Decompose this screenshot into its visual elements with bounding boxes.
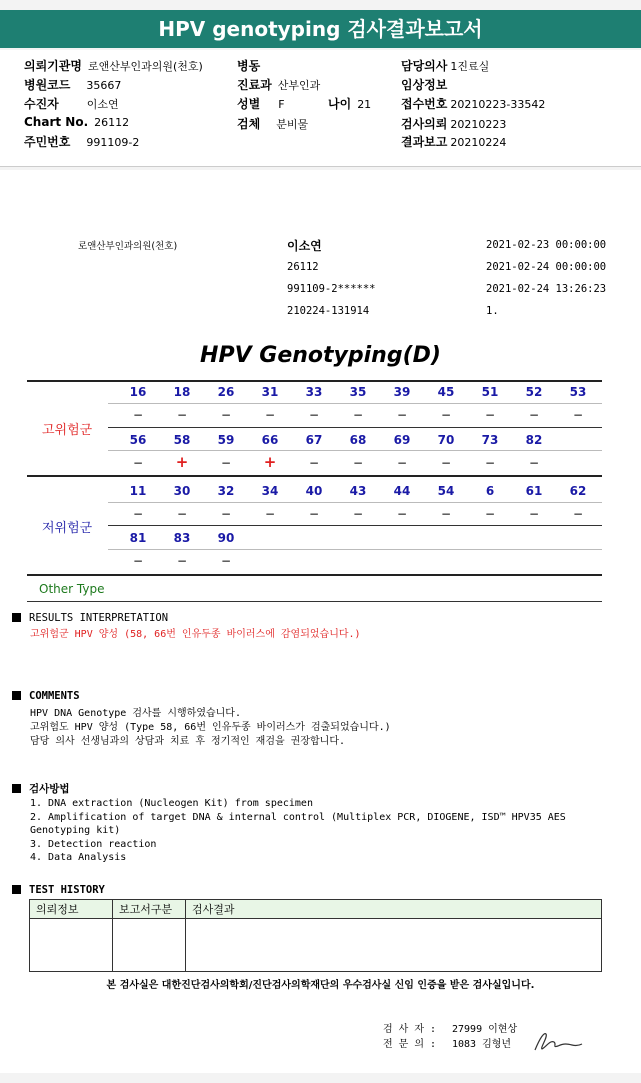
table-bottom-rule [27,601,602,602]
history-table [29,899,602,972]
chart-label: Chart No. [24,115,89,129]
patient-label: 수진자 [24,97,59,111]
table-top-rule [27,380,602,382]
genotype-45: 45 [437,385,455,399]
institution-label: 의뢰기관명 [24,59,82,73]
specialist-value: 1083 김형년 [452,1039,512,1050]
genotype-51: 51 [481,385,499,399]
hospital-code-value: 35667 [86,79,122,92]
row-rule [108,427,602,428]
genotype-59: 59 [217,433,235,447]
genotype-result-30: − [176,507,188,521]
id-label: 주민번호 [24,135,71,149]
genotype-result-83: − [176,554,188,568]
genotype-53: 53 [569,385,587,399]
genotype-32: 32 [217,484,235,498]
genotype-result-69: − [396,456,408,470]
low-risk-label: 저위험군 [42,521,93,536]
genotype-11: 11 [129,484,147,498]
request-label: 검사의뢰 [401,117,448,131]
tester-value: 27999 이현상 [452,1024,518,1035]
genotype-40: 40 [305,484,323,498]
group-rule [27,574,602,576]
genotype-result-67: − [308,456,320,470]
genotype-26: 26 [217,385,235,399]
genotype-66: 66 [261,433,279,447]
request-value: 20210223 [450,118,507,131]
hospital-code-label: 병원코드 [24,78,71,92]
report-label: 결과보고 [401,135,448,149]
genotype-44: 44 [393,484,411,498]
genotype-34: 34 [261,484,279,498]
other-type-label: Other Type [39,582,105,596]
history-cell [186,919,602,972]
genotype-6: 6 [485,484,495,498]
method-line-5: 4. Data Analysis [30,852,127,863]
history-heading: TEST HISTORY [12,884,105,896]
genotype-result-11: − [132,507,144,521]
genotyping-title: HPV Genotyping(D) [200,343,441,368]
genotype-result-54: − [440,507,452,521]
method-heading: 검사방법 [12,781,70,796]
genotype-result-18: − [176,408,188,422]
group-rule [27,475,602,477]
genotype-result-34: − [264,507,276,521]
genotype-result-52: − [528,408,540,422]
date-tested: 2021-02-24 00:00:00 [486,261,607,273]
comments-heading: COMMENTS [12,690,80,702]
genotype-result-70: − [440,456,452,470]
genotype-58: 58 [173,433,191,447]
bullet-square-icon [12,784,21,793]
genotype-83: 83 [173,531,191,545]
genotype-35: 35 [349,385,367,399]
date-reported: 2021-02-24 13:26:23 [486,283,607,295]
genotype-result-39: − [396,408,408,422]
comments-line-3: 담당 의사 선생님과의 상담과 치료 후 정기적인 재검을 권장합니다. [30,736,346,747]
specimen-value: 분비물 [276,118,309,131]
genotype-result-68: − [352,456,364,470]
method-line-2: 2. Amplification of target DNA & internal control (Multiplex PCR, DIOGENE, ISD™ HPV35 AES [30,812,566,823]
specimen-number: 210224-131914 [287,305,370,317]
patient-name: 이소연 [287,239,322,253]
genotype-result-26: − [220,408,232,422]
signature-icon [532,1028,584,1054]
doctor-value: 1진료실 [450,60,490,73]
accession-label: 접수번호 [401,97,448,111]
genotype-result-58: + [175,453,189,471]
row-rule [108,450,602,451]
high-risk-label: 고위험군 [42,423,93,438]
genotype-result-35: − [352,408,364,422]
row-rule [108,502,602,503]
dept-value: 산부인과 [277,79,321,92]
genotype-39: 39 [393,385,411,399]
history-col-request: 의뢰정보 [30,900,113,919]
sex-value: F [278,98,285,111]
history-cell [113,919,186,972]
genotype-result-44: − [396,507,408,521]
bullet-square-icon [12,691,21,700]
clinical-label: 임상정보 [401,78,448,92]
tester-label: 검 사 자 : [383,1024,437,1035]
genotype-result-16: − [132,408,144,422]
genotype-result-43: − [352,507,364,521]
specimen-label: 검체 [237,117,261,131]
genotype-73: 73 [481,433,499,447]
method-line-3: Genotyping kit) [30,825,121,836]
genotype-result-66: + [263,453,277,471]
sex-label: 성별 [237,97,261,111]
genotype-56: 56 [129,433,147,447]
history-cell [30,919,113,972]
history-col-type: 보고서구분 [113,900,186,919]
chart-value: 26112 [94,116,130,129]
doctor-label: 담당의사 [401,59,448,73]
method-line-4: 3. Detection reaction [30,839,157,850]
comments-line-1: HPV DNA Genotype 검사를 시행하였습니다. [30,708,241,719]
method-line-1: 1. DNA extraction (Nucleogen Kit) from specimen [30,798,313,809]
genotype-62: 62 [569,484,587,498]
results-text: 고위험군 HPV 양성 (58, 66번 인유두종 바이러스에 감염되었습니다.) [30,629,361,640]
genotype-33: 33 [305,385,323,399]
genotype-82: 82 [525,433,543,447]
genotype-result-61: − [528,507,540,521]
genotype-result-53: − [572,408,584,422]
genotype-result-62: − [572,507,584,521]
ward-label: 병동 [237,59,261,73]
age-value: 21 [357,98,372,111]
patient-chart: 26112 [287,261,319,273]
genotype-54: 54 [437,484,455,498]
results-heading: RESULTS INTERPRETATION [12,612,168,624]
genotype-70: 70 [437,433,455,447]
genotype-43: 43 [349,484,367,498]
report-title: HPV genotyping 검사결과보고서 [0,10,641,48]
row-rule [108,525,602,526]
genotype-result-6: − [484,507,496,521]
patient-institution: 로앤산부인과의원(천호) [78,241,178,252]
accreditation-notice: 본 검사실은 대한진단검사의학회/진단검사의학재단의 우수검사실 신임 인증을 받은 검사실입니다. [106,980,535,991]
bullet-square-icon [12,613,21,622]
date-received: 2021-02-23 00:00:00 [486,239,607,251]
genotype-result-40: − [308,507,320,521]
genotype-52: 52 [525,385,543,399]
bullet-square-icon [12,885,21,894]
dept-label: 진료과 [237,78,272,92]
genotype-result-56: − [132,456,144,470]
genotype-67: 67 [305,433,323,447]
genotype-result-45: − [440,408,452,422]
row-rule [108,403,602,404]
genotype-result-81: − [132,554,144,568]
genotype-result-33: − [308,408,320,422]
comments-line-2: 고위험도 HPV 양성 (Type 58, 66번 인유두종 바이러스가 검출되었습니다.) [30,722,391,733]
age-label: 나이 [328,97,352,111]
genotype-69: 69 [393,433,411,447]
report-seq: 1. [486,305,499,317]
genotype-result-82: − [528,456,540,470]
genotype-result-51: − [484,408,496,422]
genotype-result-32: − [220,507,232,521]
genotype-result-59: − [220,456,232,470]
patient-value: 이소연 [86,98,119,111]
report-value: 20210224 [450,136,507,149]
genotype-68: 68 [349,433,367,447]
genotype-16: 16 [129,385,147,399]
genotype-result-73: − [484,456,496,470]
accession-value: 20210223-33542 [450,98,546,111]
specialist-label: 전 문 의 : [383,1039,437,1050]
genotype-61: 61 [525,484,543,498]
patient-id-masked: 991109-2****** [287,283,376,295]
genotype-18: 18 [173,385,191,399]
id-value: 991109-2 [86,136,140,149]
genotype-31: 31 [261,385,279,399]
genotype-result-31: − [264,408,276,422]
row-rule [108,549,602,550]
institution-value: 로앤산부인과의원(천호) [87,60,203,73]
history-col-result: 검사결과 [186,900,602,919]
genotype-result-90: − [220,554,232,568]
genotype-30: 30 [173,484,191,498]
report-header [0,50,641,167]
genotype-81: 81 [129,531,147,545]
genotype-90: 90 [217,531,235,545]
